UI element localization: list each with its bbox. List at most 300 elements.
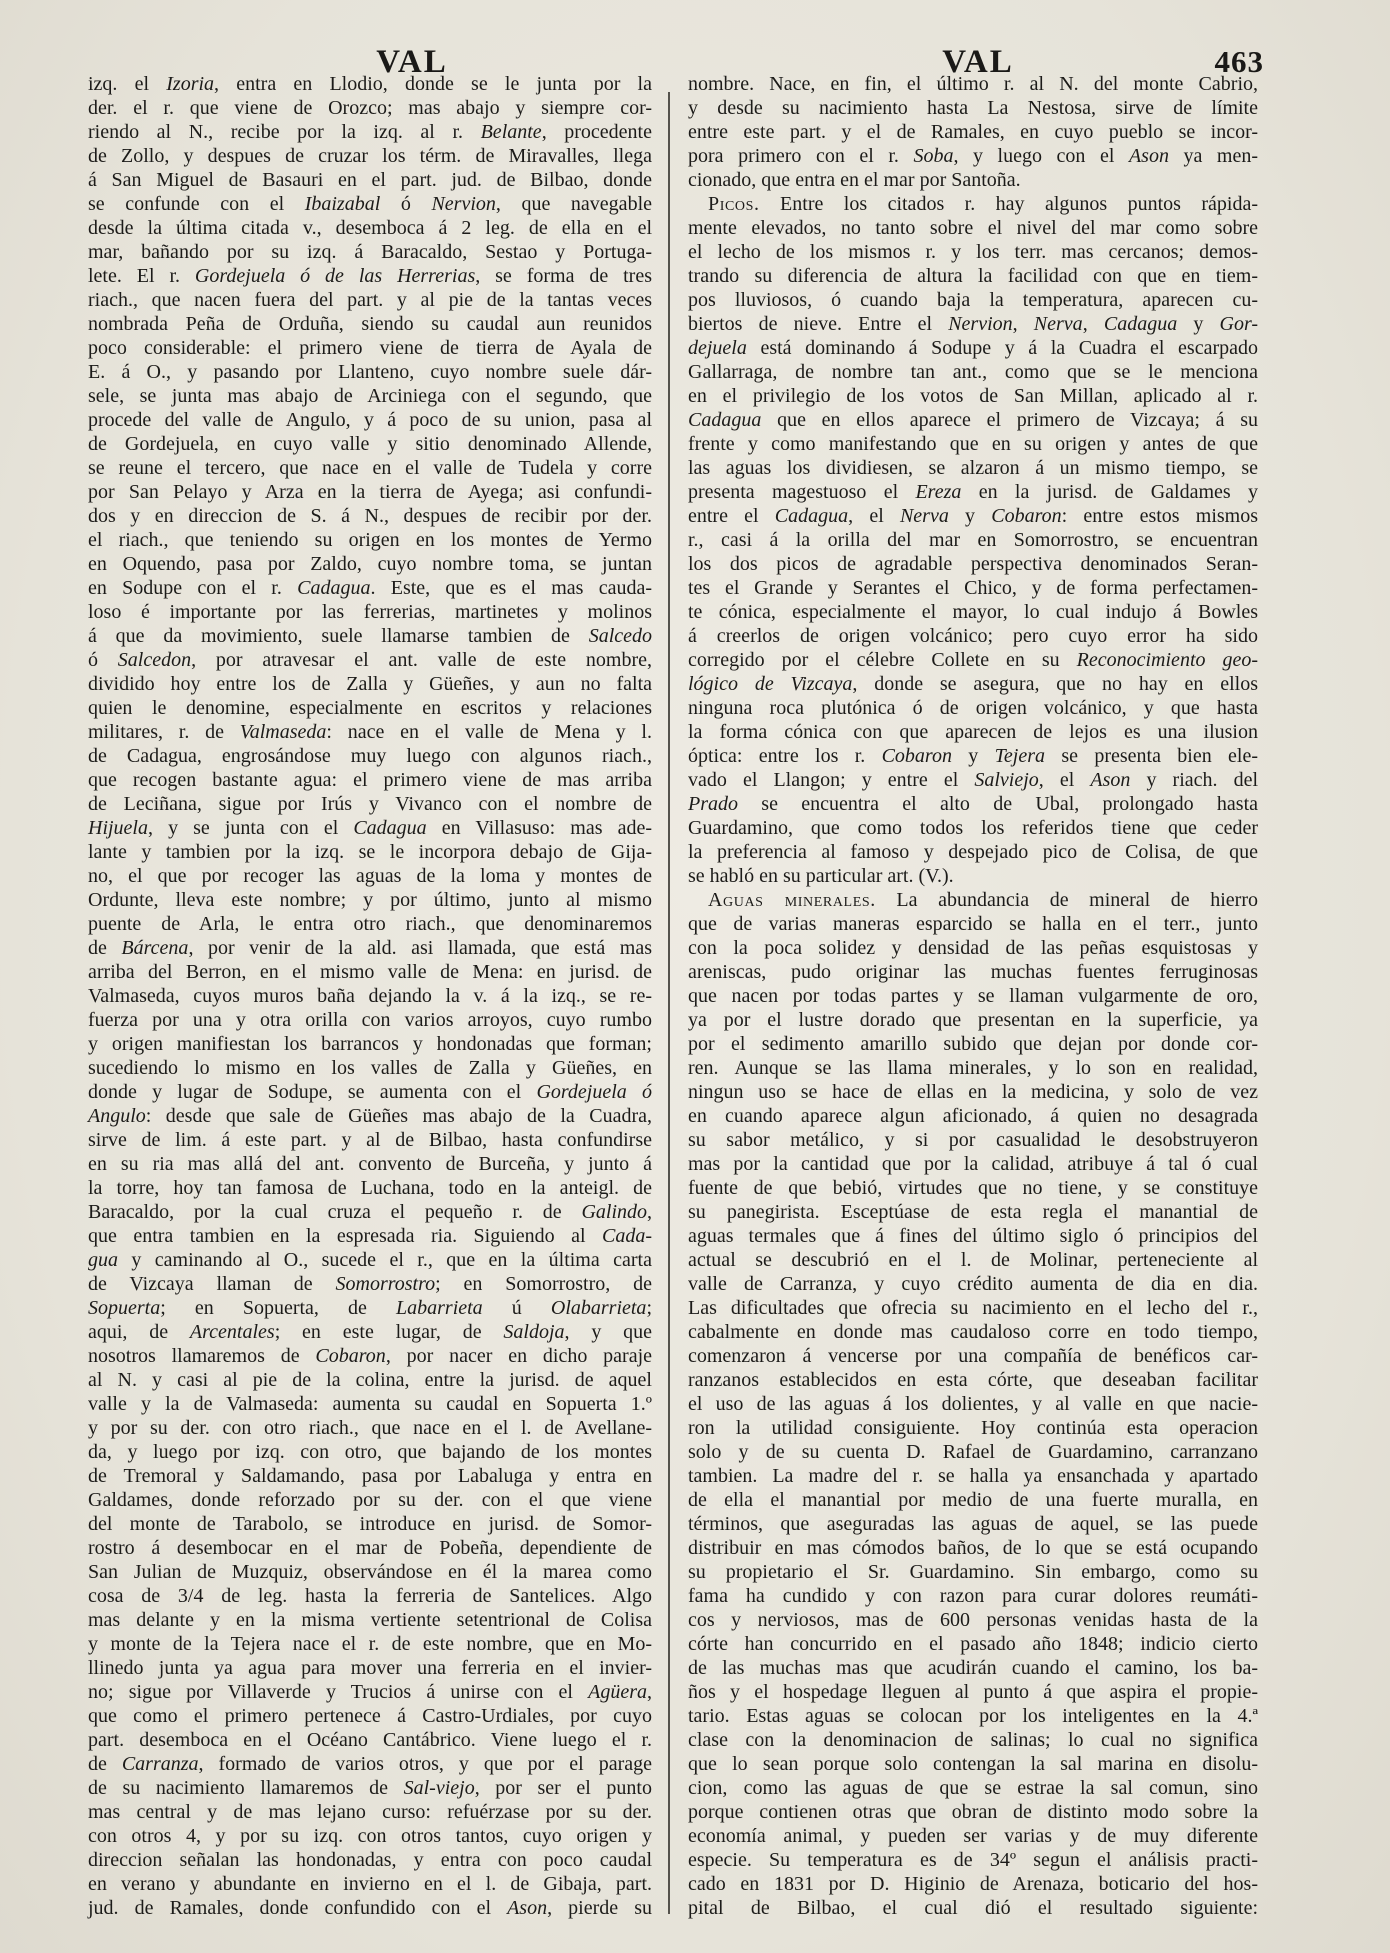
italic-text-run: Cadagua: [774, 505, 849, 527]
text-line: [88, 600, 652, 624]
text-run: fuente de que bebió, virtudes que no tiene, y se constituye: [688, 1177, 1258, 1199]
text-line: [688, 792, 1258, 816]
text-run: los dos picos de agradable perspectiva denominados Seran-: [688, 553, 1258, 575]
text-line: [688, 72, 1258, 96]
text-run: mar, bañando por su izq. á Baracaldo, Sestao y Portuga-: [88, 241, 652, 263]
text-line: [688, 144, 1258, 168]
italic-text-run: Angulo: [88, 1105, 146, 1127]
text-line: [688, 1368, 1258, 1392]
italic-text-run: Cadagua: [297, 577, 371, 599]
paragraph: [688, 888, 1258, 1920]
text-line: [88, 912, 652, 936]
text-run: se confunde con el: [88, 193, 305, 215]
text-line: [688, 528, 1258, 552]
text-run: ó: [380, 193, 432, 215]
text-line: [688, 912, 1258, 936]
text-run: pos lluviosos, ó cuando baja la temperatura, aparecen cu-: [688, 289, 1258, 311]
text-run: part. desemboca en el Océano Cantábrico. Viene luego el r.: [88, 1729, 652, 1751]
text-line: [688, 312, 1258, 336]
text-line: [688, 1416, 1258, 1440]
text-run: nosotros llamaremos de: [88, 1345, 316, 1367]
text-run: ,: [647, 1201, 652, 1223]
text-line: [688, 1728, 1258, 1752]
text-line: [88, 1872, 652, 1896]
text-run: mas delante y en la misma vertiente setentrional de Colisa: [88, 1609, 652, 1631]
italic-text-run: Ibaizabal: [304, 193, 381, 215]
text-run: ya por el lustre dorado que presentan en la superficie, ya: [688, 1009, 1258, 1031]
text-line: [88, 144, 652, 168]
text-run: valle de Carranza, y cuyo crédito aumenta de dia en dia.: [688, 1273, 1258, 1295]
text-line: [88, 1560, 652, 1584]
italic-text-run: Cobaron: [991, 505, 1062, 527]
text-line: [88, 720, 652, 744]
text-run: ranzanos establecidos en esta córte, que deseaban facilitar: [688, 1369, 1258, 1391]
left-column: [88, 72, 652, 1920]
text-line: [88, 1704, 652, 1728]
text-line: [688, 360, 1258, 384]
text-run: del monte de Tarabolo, se introduce en jurisd. de Somor-: [88, 1513, 652, 1535]
paragraph: [88, 72, 652, 1920]
text-run: Baracaldo, por la cual cruza el pequeño r. de: [88, 1201, 582, 1223]
text-run: de: [88, 1753, 122, 1775]
text-line: [688, 768, 1258, 792]
text-run: ; en Somorrostro, de: [435, 1273, 652, 1295]
text-line: [88, 1824, 652, 1848]
text-run: por el sedimento amarillo subido que dejan por donde cor-: [688, 1033, 1258, 1055]
text-run: ren. Aunque se las llama minerales, y lo son en realidad,: [688, 1057, 1258, 1079]
text-run: frente y como manifestando que en su origen y antes de que: [688, 433, 1258, 455]
text-run: su propietario el Sr. Guardamino. Sin embargo, como su: [688, 1561, 1258, 1583]
text-run: cado en 1831 por D. Higinio de Arenaza, boticario del hos-: [688, 1873, 1258, 1895]
text-line: [88, 1272, 652, 1296]
text-line: [88, 1416, 652, 1440]
text-line: [88, 120, 652, 144]
text-run: riach., que nacen fuera del part. y al pie de la tantas veces: [88, 289, 652, 311]
text-line: [688, 1320, 1258, 1344]
italic-text-run: Valmaseda: [239, 721, 327, 743]
text-line: [88, 960, 652, 984]
text-run: comenzaron á vencerse por una compañía de benéficos car-: [688, 1345, 1258, 1367]
text-line: [688, 192, 1258, 216]
text-run: rostro á desembocar en el mar de Pobeña, dependiente de: [88, 1537, 652, 1559]
italic-text-run: Gordejuela ó: [536, 1081, 652, 1103]
text-line: [688, 1440, 1258, 1464]
text-run: actual se descubrió en el l. de Molinar, perteneciente al: [688, 1249, 1258, 1271]
text-line: [88, 1632, 652, 1656]
text-line: [688, 216, 1258, 240]
text-line: [688, 888, 1258, 912]
text-run: entre este part. y el de Ramales, en cuyo pueblo se incor-: [688, 121, 1258, 143]
text-run: , que navegable: [495, 193, 652, 215]
text-run: en Oquendo, pasa por Zaldo, cuyo nombre toma, se juntan: [88, 553, 652, 575]
text-run: con la poca solidez y densidad de las peñas esquistosas y: [688, 937, 1258, 959]
text-line: [688, 1032, 1258, 1056]
italic-text-run: Salcedon: [117, 649, 192, 671]
text-run: y origen manifiestan los barrancos y hondonadas que forman;: [88, 1033, 652, 1055]
text-line: [688, 1200, 1258, 1224]
text-run: entre el: [688, 505, 775, 527]
text-line: [88, 1512, 652, 1536]
text-line: [88, 1224, 652, 1248]
text-line: [688, 1824, 1258, 1848]
text-line: [688, 120, 1258, 144]
text-run: , pierde su: [547, 1897, 652, 1919]
text-run: corregido por el célebre Collete en su: [688, 649, 1077, 671]
text-line: [688, 1152, 1258, 1176]
italic-text-run: Cada-: [602, 1225, 652, 1247]
text-run: r., casi á la orilla del mar en Somorrostro, se encuentran: [688, 529, 1258, 551]
text-line: [88, 984, 652, 1008]
text-run: al N. y casi al pie de la colina, entre la jurisd. de aquel: [88, 1369, 652, 1391]
text-line: [688, 1872, 1258, 1896]
text-run: llinedo junta ya agua para mover una ferreria en el invier-: [88, 1657, 652, 1679]
italic-text-run: Nervion: [948, 313, 1013, 335]
text-run: San Julian de Muzquiz, observándose en él la marea como: [88, 1561, 652, 1583]
text-line: [688, 1296, 1258, 1320]
text-run: economía animal, y pueden ser varias y de muy diferente: [688, 1825, 1258, 1847]
italic-text-run: Nerva: [1033, 313, 1083, 335]
text-line: [688, 1632, 1258, 1656]
italic-text-run: Ason: [1090, 769, 1131, 791]
text-run: de ella el manantial por medio de una fuerte muralla, en: [688, 1489, 1258, 1511]
text-run: con otros 4, y por su izq. con otros tantos, cuyo origen y: [88, 1825, 652, 1847]
italic-text-run: Carranza: [121, 1753, 199, 1775]
text-run: sucediendo lo mismo en los valles de Zalla y Güeñes, en: [88, 1057, 652, 1079]
text-run: : nace en el valle de Mena y l.: [326, 721, 652, 743]
text-run: vado el Llangon; y entre el: [688, 769, 975, 791]
text-run: su panegirista. Esceptúase de esta regla el manantial de: [688, 1201, 1258, 1223]
text-run: fuerza por una y otra orilla con varios arroyos, cuyo rumbo: [88, 1009, 652, 1031]
text-run: la preferencia al famoso y despejado pico de Colisa, de que: [688, 841, 1258, 863]
italic-text-run: Labarrieta: [396, 1297, 483, 1319]
text-line: [688, 1536, 1258, 1560]
text-run: y riach. del: [1130, 769, 1259, 791]
text-run: Ordunte, lleva este nombre; y por último, junto al mismo: [88, 889, 652, 911]
text-run: . Este, que es el mas cauda-: [370, 577, 652, 599]
text-line: [688, 96, 1258, 120]
text-run: y por su der. con otro riach., que nace en el l. de Avellane-: [88, 1417, 652, 1439]
text-line: [88, 1368, 652, 1392]
text-run: de Gordejuela, en cuyo valle y sitio denominado Allende,: [88, 433, 652, 455]
italic-text-run: Cadagua: [1103, 313, 1178, 335]
text-line: [688, 1584, 1258, 1608]
text-run: ninguna roca plutónica ó de origen volcánico, y que hasta: [688, 697, 1258, 719]
text-run: el lecho de los mismos r. y los terr. mas cercanos; demos-: [688, 241, 1258, 263]
text-run: de: [88, 937, 122, 959]
text-run: cos y nerviosos, mas de 600 personas venidas hasta de la: [688, 1609, 1258, 1631]
text-run: ños y el hospedage lleguen al punto á que aspira el propie-: [688, 1681, 1258, 1703]
italic-text-run: Gordejuela ó de las Herrerias: [194, 265, 476, 287]
text-run: sele, se junta mas abajo de Arciniega con el segundo, que: [88, 385, 652, 407]
text-run: ,: [1012, 313, 1034, 335]
italic-text-run: Olabarrieta: [550, 1297, 647, 1319]
text-run: y: [948, 505, 992, 527]
text-line: [688, 168, 1258, 192]
italic-text-run: dejuela: [688, 337, 747, 359]
italic-text-run: Arcentales: [189, 1321, 275, 1343]
text-line: [688, 936, 1258, 960]
text-line: [688, 1176, 1258, 1200]
text-line: [88, 1128, 652, 1152]
text-line: [688, 1008, 1258, 1032]
text-run: ron la utilidad consiguiente. Hoy continúa esta operacion: [688, 1417, 1258, 1439]
text-line: [88, 1680, 652, 1704]
text-run: pital de Bilbao, el cual dió el resultado siguiente:: [688, 1897, 1258, 1919]
text-run: se presenta bien ele-: [1045, 745, 1259, 767]
text-line: [688, 648, 1258, 672]
text-line: [88, 1464, 652, 1488]
text-run: no, el que por recoger las aguas de la loma y montes de: [88, 865, 652, 887]
italic-text-run: Prado: [688, 793, 738, 815]
text-run: clase con la denominacion de salinas; lo cual no significa: [688, 1729, 1258, 1751]
text-run: de Vizcaya llaman de: [88, 1273, 336, 1295]
text-line: [88, 1488, 652, 1512]
text-run: óptica: entre los r.: [688, 745, 882, 767]
text-run: el riach., que teniendo su origen en los montes de Yermo: [88, 529, 652, 551]
text-run: Gallarraga, de nombre tan ant., como que se le menciona: [688, 361, 1258, 383]
text-line: [88, 1032, 652, 1056]
page-number: 463: [1214, 44, 1264, 79]
text-run: el uso de las aguas á los dolientes, y al valle en que nacie-: [688, 1393, 1258, 1415]
text-run: ya men-: [1168, 145, 1258, 167]
text-run: ,: [647, 1681, 652, 1703]
text-run: de Tremoral y Saldamando, pasa por Labaluga y entra en: [88, 1465, 652, 1487]
running-head-left: VAL: [376, 44, 448, 80]
text-run: procede del valle de Angulo, y á poco de su union, pasa al: [88, 409, 652, 431]
text-run: der. el r. que viene de Orozco; mas abajo y siempre cor-: [88, 97, 652, 119]
text-run: jud. de Ramales, donde confundido con el: [88, 1897, 508, 1919]
text-line: [688, 1224, 1258, 1248]
text-line: [88, 552, 652, 576]
text-line: [688, 384, 1258, 408]
text-run: mas central y de mas lejano curso: refuérzase por su der.: [88, 1801, 652, 1823]
text-line: [88, 1176, 652, 1200]
text-run: cabalmente en donde mas caudaloso corre en todo tiempo,: [688, 1321, 1258, 1343]
text-run: lante y tambien por la izq. se le incorpora debajo de Gija-: [88, 841, 652, 863]
text-run: que recogen bastante agua: el primero viene de mas arriba: [88, 769, 652, 791]
text-line: [88, 1248, 652, 1272]
text-line: [88, 1104, 652, 1128]
text-run: de Leciñana, sigue por Irús y Vivanco con el nombre de: [88, 793, 652, 815]
text-run: , formado de varios otros, y que por el parage: [198, 1753, 652, 1775]
text-run: fama ha cundido y con razon para curar dolores reumáti-: [688, 1585, 1258, 1607]
text-run: desde la última citada v., desemboca á 2 leg. de ella en el: [88, 217, 652, 239]
text-line: [88, 744, 652, 768]
text-line: [688, 672, 1258, 696]
italic-text-run: Nervion: [431, 193, 496, 215]
text-run: en Villasuso: mas ade-: [426, 817, 652, 839]
text-run: no; sigue por Villaverde y Trucios á unirse con el: [88, 1681, 589, 1703]
text-run: valle y la de Valmaseda: aumenta su caudal en Sopuerta 1.º: [88, 1393, 652, 1415]
text-run: mente elevados, no tanto sobre el nivel del mar como sobre: [688, 217, 1258, 239]
text-run: que como el primero pertenece á Castro-Urdiales, por cuyo: [88, 1705, 652, 1727]
text-run: riendo al N., recibe por la izq. al r.: [88, 121, 481, 143]
text-line: [88, 1152, 652, 1176]
text-run: , procedente: [541, 121, 652, 143]
paragraph: [688, 192, 1258, 888]
text-line: [88, 1776, 652, 1800]
text-run: términos, que aseguradas las aguas de aquel, se las puede: [688, 1513, 1258, 1535]
text-line: [88, 192, 652, 216]
text-line: [88, 1008, 652, 1032]
text-line: [688, 1776, 1258, 1800]
italic-text-run: Agüera: [588, 1681, 647, 1703]
text-run: cosa de 3/4 de leg. hasta la ferreria de Santelices. Algo: [88, 1585, 652, 1607]
text-run: Galdames, donde reforzado por su der. con el que viene: [88, 1489, 652, 1511]
text-line: [688, 1752, 1258, 1776]
text-run: te cónica, especialmente el mayor, lo cual indujo á Bowles: [688, 601, 1258, 623]
text-run: su sabor metálico, y si por casualidad le desobstruyeron: [688, 1129, 1258, 1151]
text-line: [88, 216, 652, 240]
italic-text-run: Cobaron: [315, 1345, 386, 1367]
text-line: [88, 696, 652, 720]
text-line: [88, 672, 652, 696]
text-line: [88, 432, 652, 456]
text-line: [88, 1440, 652, 1464]
text-line: [88, 1848, 652, 1872]
text-run: de las muchas mas que acudirán cuando el camino, los ba-: [688, 1657, 1258, 1679]
italic-text-run: Sopuerta: [88, 1297, 161, 1319]
text-line: [88, 648, 652, 672]
text-run: que de varias maneras esparcido se halla en el terr., junto: [688, 913, 1258, 935]
text-line: [688, 432, 1258, 456]
text-run: arriba del Berron, en el mismo valle de Mena: en jurisd. de: [88, 961, 652, 983]
text-line: [88, 1056, 652, 1080]
text-line: [688, 864, 1258, 888]
text-run: direccion señalan las hondonadas, y entra con poco caudal: [88, 1849, 652, 1871]
text-line: [688, 1608, 1258, 1632]
text-line: [88, 1080, 652, 1104]
text-line: [88, 240, 652, 264]
italic-text-run: Izoria: [166, 73, 215, 95]
section-heading: Aguas minerales.: [708, 889, 876, 911]
italic-text-run: Hijuela: [88, 817, 148, 839]
italic-text-run: Galindo: [581, 1201, 647, 1223]
text-run: , por nacer en dicho paraje: [385, 1345, 653, 1367]
italic-text-run: Belante: [480, 121, 542, 143]
italic-text-run: Tejera: [994, 745, 1046, 767]
italic-text-run: gua: [88, 1249, 118, 1271]
text-run: porque contienen otras que obran de distinto modo sobre la: [688, 1801, 1258, 1823]
italic-text-run: Soba: [913, 145, 954, 167]
italic-text-run: Salviejo: [974, 769, 1039, 791]
text-line: [688, 744, 1258, 768]
text-run: militares, r. de: [88, 721, 240, 743]
text-run: , por atravesar el ant. valle de este nombre,: [191, 649, 653, 671]
italic-text-run: Bárcena: [121, 937, 189, 959]
italic-text-run: Cadagua: [688, 409, 762, 431]
text-run: aguas termales que á fines del último siglo ó principios del: [688, 1225, 1258, 1247]
text-run: á que da movimiento, suele llamarse tambien de: [88, 625, 589, 647]
text-run: biertos de nieve. Entre el: [688, 313, 949, 335]
text-line: [688, 1104, 1258, 1128]
text-run: poco considerable: el primero viene de tierra de Ayala de: [88, 337, 652, 359]
text-run: , el: [1038, 769, 1091, 791]
text-run: Guardamino, que como todos los referidos tiene que ceder: [688, 817, 1258, 839]
text-run: La abundancia de mineral de hierro: [875, 889, 1258, 911]
text-run: de Cadagua, engrosándose muy luego con algunos riach.,: [88, 745, 652, 767]
text-run: está dominando á Sodupe y á la Cuadra el escarpado: [746, 337, 1258, 359]
text-line: [688, 1512, 1258, 1536]
text-run: córte han concurrido en el pasado año 1848; indicio cierto: [688, 1633, 1258, 1655]
text-run: especie. Su temperatura es de 34º segun el análisis practi-: [688, 1849, 1258, 1871]
text-line: [88, 1392, 652, 1416]
text-run: ó: [88, 649, 118, 671]
text-line: [688, 624, 1258, 648]
section-heading: Picos.: [708, 193, 760, 215]
text-line: [88, 768, 652, 792]
text-line: [88, 576, 652, 600]
text-run: sirve de lim. á este part. y al de Bilbao, hasta confundirse: [88, 1129, 652, 1151]
text-line: [88, 792, 652, 816]
text-run: , por venir de la ald. asi llamada, que está mas: [188, 937, 652, 959]
text-run: tambien. La madre del r. se halla ya ensanchada y apartado: [688, 1465, 1258, 1487]
text-run: , donde se asegura, que no hay en ellos: [852, 673, 1258, 695]
text-line: [88, 1752, 652, 1776]
text-line: [688, 1848, 1258, 1872]
text-line: [688, 1464, 1258, 1488]
text-run: en cuando aparece algun aficionado, á quien no desagrada: [688, 1105, 1258, 1127]
text-line: [88, 936, 652, 960]
text-line: [88, 312, 652, 336]
text-line: [688, 552, 1258, 576]
text-run: por San Pelayo y Arza en la tierra de Ayega; asi confundi-: [88, 481, 652, 503]
italic-text-run: Nerva: [899, 505, 949, 527]
text-line: [88, 1584, 652, 1608]
text-run: , se forma de tres: [475, 265, 653, 287]
text-run: solo y de su cuenta D. Rafael de Guardamino, carranzano: [688, 1441, 1258, 1463]
text-line: [688, 456, 1258, 480]
text-line: [688, 840, 1258, 864]
text-run: , y luego con el: [953, 145, 1129, 167]
text-line: [88, 528, 652, 552]
text-line: [88, 816, 652, 840]
text-line: [688, 264, 1258, 288]
text-line: [88, 840, 652, 864]
text-run: y monte de la Tejera nace el r. de este nombre, que en Mo-: [88, 1633, 652, 1655]
text-line: [688, 1680, 1258, 1704]
text-run: Entre los citados r. hay algunos puntos rápida-: [759, 193, 1258, 215]
text-line: [688, 1488, 1258, 1512]
text-line: [688, 1344, 1258, 1368]
italic-text-run: Saldoja: [503, 1321, 565, 1343]
text-run: se encuentra el alto de Ubal, prolongado hasta: [738, 793, 1258, 815]
text-line: [88, 408, 652, 432]
text-run: mas por la cantidad que por la calidad, atribuye á tal ó cual: [688, 1153, 1258, 1175]
text-line: [88, 360, 652, 384]
text-line: [688, 408, 1258, 432]
text-run: : desde que sale de Güeñes mas abajo de la Cuadra,: [145, 1105, 652, 1127]
text-line: [88, 1344, 652, 1368]
text-run: cionado, que entra en el mar por Santoña.: [688, 169, 1021, 191]
text-line: [688, 1656, 1258, 1680]
text-line: [88, 1800, 652, 1824]
text-run: trando su diferencia de altura la facilidad con que en tiem-: [688, 265, 1258, 287]
text-run: tario. Estas aguas se colocan por los inteligentes en la 4.ª: [688, 1705, 1258, 1727]
text-line: [88, 288, 652, 312]
text-line: [688, 1560, 1258, 1584]
italic-text-run: Ereza: [915, 481, 962, 503]
text-run: , entra en Llodio, donde se le junta por la: [214, 73, 652, 95]
text-run: y: [1177, 313, 1220, 335]
italic-text-run: Ason: [507, 1897, 548, 1919]
text-run: en Sodupe con el r.: [88, 577, 298, 599]
italic-text-run: Gor-: [1219, 313, 1259, 335]
text-line: [88, 264, 652, 288]
text-line: [688, 1248, 1258, 1272]
text-run: ;: [646, 1297, 652, 1319]
text-run: ú: [482, 1297, 551, 1319]
